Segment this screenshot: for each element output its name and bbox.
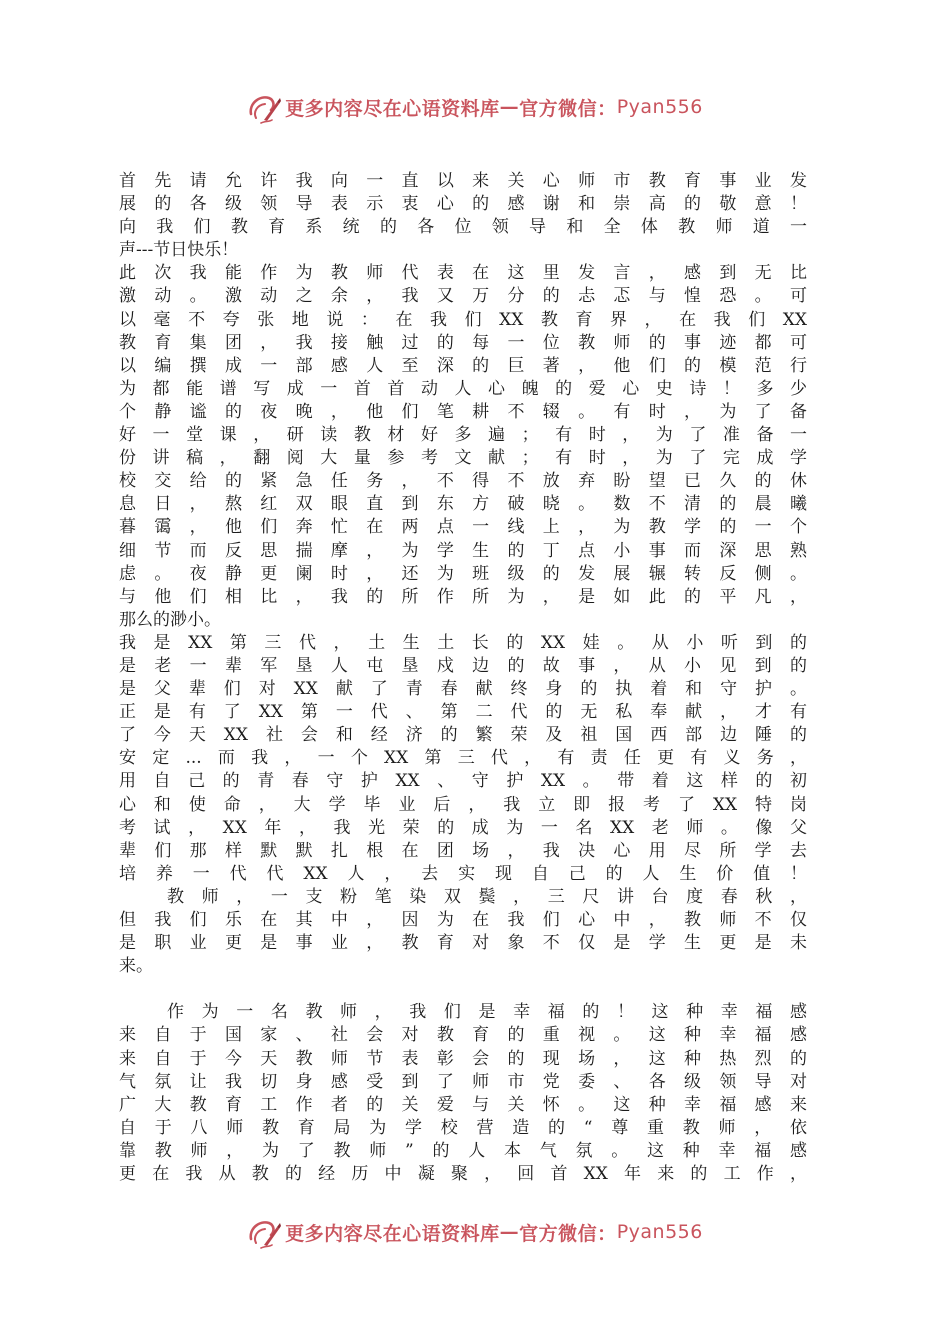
- pen-nib-swirl-icon: [247, 90, 281, 124]
- text-line: 考试，XX年，我光荣的成为一名XX老师。像父: [119, 817, 807, 838]
- banner-wechat-label: 官方微信：: [519, 1222, 617, 1245]
- banner-separator: —: [499, 1221, 520, 1243]
- text-line: 作为一名教师，我们是幸福的！这种幸福感: [167, 1002, 807, 1023]
- text-line: 首先请允许我向一直以来关心师市教育事业发: [119, 171, 807, 191]
- text-line: 向我们教育系统的各位领导和全体教师道一: [119, 217, 807, 238]
- text-line: 了今天XX社会和经济的繁荣及祖国西部边陲的: [119, 725, 807, 746]
- text-line: 更在我从教的经历中凝聚，回首XX年来的工作，: [119, 1164, 807, 1185]
- text-line: 份讲稿，翻阅大量参考文献；有时，为了完成学: [119, 448, 807, 469]
- text-line: 好一堂课，研读教材好多遍；有时，为了准备一: [119, 425, 807, 446]
- text-line: 激动。激动之余，我又万分的忐忑与惶恐。可: [119, 286, 807, 307]
- speech-body: [119, 170, 807, 1186]
- text-line: 为都能谱写成一首首动人心魄的爱心史诗！多少: [119, 378, 807, 399]
- text-line: 与他们相比，我的所作所为，是如此的平凡，: [119, 586, 807, 607]
- text-line: 教师，一支粉笔染双鬓，三尺讲台度春秋，: [167, 886, 807, 907]
- text-line: 我是XX第三代，土生土长的XX娃。从小听到的: [119, 632, 807, 653]
- text-line: [119, 978, 807, 1001]
- text-line: 心和使命，大学毕业后，我立即报考了XX特岗: [119, 794, 807, 815]
- banner-wechat-label: 官方微信：: [519, 97, 617, 120]
- text-line: 辈们那样默默扎根在团场，我决心用尽所学去: [119, 840, 807, 861]
- text-line: 以编撰成一部感人至深的巨著，他们的模范行: [119, 355, 807, 376]
- header-banner: [0, 87, 950, 127]
- text-line: 暮霭，他们奔忙在两点一线上，为教学的一个: [119, 517, 807, 538]
- text-line: 声---节日快乐！: [119, 240, 239, 261]
- pen-nib-swirl-icon: [247, 1215, 281, 1249]
- text-line: 用自己的青春守护XX、守护XX。带着这样的初: [119, 771, 807, 792]
- text-line: 校交给的紧急任务，不得不放弃盼望已久的休: [119, 471, 807, 492]
- text-line: 但我们乐在其中，因为在我们心中，教师不仅: [119, 910, 807, 930]
- text-line: 此次我能作为教师代表在这里发言，感到无比: [119, 263, 807, 284]
- text-line: 息日，熬红双眼直到东方破晓。数不清的晨曦: [119, 494, 807, 515]
- text-line: 个静谧的夜晚，他们笔耕不辍。有时，为了备: [119, 401, 807, 422]
- banner-wechat-id: Pyan556: [616, 96, 703, 118]
- text-line: 正是有了XX第一代、第二代的无私奉献，才有: [119, 702, 807, 723]
- text-line: 虑。夜静更阑时，还为班级的发展辗转反侧。: [119, 563, 807, 584]
- text-line: 是职业更是事业，教育对象不仅是学生更是未: [119, 933, 807, 954]
- banner-text: 更多内容尽在心语资料库: [285, 1222, 500, 1245]
- text-line: 是老一辈军垦人屯垦戍边的故事，从小见到的: [119, 655, 807, 676]
- text-line: 自于八师教育局为学校营造的“尊重教师，依: [119, 1117, 807, 1138]
- text-line: 是父辈们对XX献了青春献终身的执着和守护。: [119, 679, 807, 700]
- text-line: 教育集团，我接触过的每一位教师的事迹都可: [119, 332, 807, 353]
- banner-text: 更多内容尽在心语资料库: [285, 97, 500, 120]
- text-line: 来自于今天教师节表彰会的现场，这种热烈的: [119, 1048, 807, 1069]
- text-line: 广大教育工作者的关爱与关怀。这种幸福感来: [119, 1094, 807, 1115]
- text-line: 来自于国家、社会对教育的重视。这种幸福感: [119, 1025, 807, 1046]
- footer-banner: [0, 1212, 950, 1252]
- text-line: 细节而反思揣摩，为学生的丁点小事而深思熟: [119, 540, 807, 561]
- text-line: 那么的渺小。: [119, 609, 221, 630]
- text-line: 安定...而我，一个XX第三代，有责任更有义务，: [119, 748, 807, 769]
- text-line: 以毫不夸张地说：在我们XX教育界，在我们XX: [119, 309, 807, 330]
- text-line: 展的各级领导表示衷心的感谢和崇高的敬意！: [119, 194, 807, 215]
- text-line: 靠教师，为了教师”的人本气氛。这种幸福感: [119, 1140, 807, 1161]
- banner-separator: —: [499, 96, 520, 118]
- banner-wechat-id: Pyan556: [616, 1221, 703, 1243]
- text-line: 培养一代代XX人，去实现自己的人生价值！: [119, 863, 807, 884]
- text-line: 来。: [119, 956, 153, 977]
- text-line: 气氛让我切身感受到了师市党委、各级领导对: [119, 1071, 807, 1092]
